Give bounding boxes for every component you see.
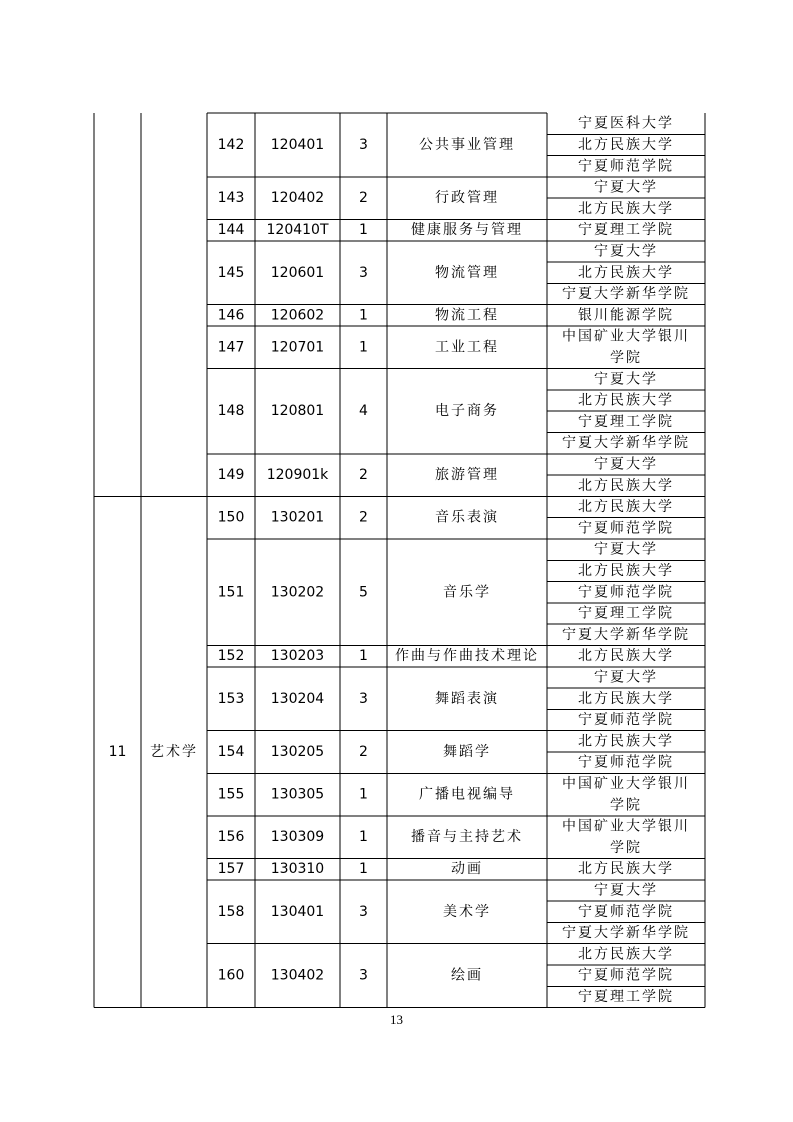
major-code: 120602	[270, 307, 325, 324]
major-name: 绘画	[451, 967, 483, 984]
major-name: 旅游管理	[435, 467, 499, 484]
row-number: 152	[217, 648, 245, 665]
major-code: 120901k	[266, 467, 329, 484]
school-name: 北方民族大学	[578, 499, 674, 516]
school-name: 宁夏大学	[594, 456, 658, 473]
major-name: 作曲与作曲技术理论	[395, 648, 539, 665]
row-number: 149	[217, 467, 245, 484]
major-name: 舞蹈学	[443, 744, 491, 760]
school-name: 宁夏大学新华学院	[562, 435, 690, 452]
school-count: 2	[359, 190, 368, 207]
school-name: 北方民族大学	[578, 136, 674, 153]
school-count: 3	[359, 903, 368, 920]
school-count: 1	[359, 339, 368, 356]
school-count: 2	[359, 467, 368, 484]
major-code: 130202	[270, 584, 325, 601]
school-count: 2	[359, 509, 368, 526]
row-number: 143	[217, 190, 245, 207]
major-code: 130305	[270, 786, 325, 803]
school-count: 5	[359, 584, 368, 601]
school-count: 1	[359, 861, 368, 878]
school-name: 北方民族大学	[578, 264, 674, 281]
school-count: 1	[359, 648, 368, 665]
school-name: 北方民族大学	[578, 733, 674, 750]
major-name: 公共事业管理	[419, 136, 515, 153]
row-number: 145	[217, 264, 245, 281]
school-count: 4	[359, 403, 368, 420]
school-count: 3	[359, 264, 368, 281]
major-code: 120402	[270, 190, 325, 207]
page-number: 13	[390, 1012, 403, 1027]
school-count: 1	[359, 307, 368, 324]
category-number: 11	[108, 744, 127, 760]
school-name: 宁夏大学	[594, 243, 658, 260]
school-name: 宁夏大学	[594, 882, 658, 899]
major-name: 播音与主持艺术	[411, 829, 523, 846]
major-name: 物流工程	[435, 307, 499, 324]
school-name: 宁夏大学	[594, 179, 658, 196]
major-code: 120801	[270, 403, 325, 420]
row-number: 150	[217, 509, 245, 526]
major-name: 音乐学	[443, 584, 491, 601]
row-number: 160	[217, 967, 245, 984]
major-code: 130204	[270, 690, 325, 707]
row-number: 151	[217, 584, 245, 601]
school-name: 北方民族大学	[578, 946, 674, 963]
major-code: 130310	[270, 861, 325, 878]
row-number: 148	[217, 403, 245, 420]
school-name: 银川能源学院	[578, 307, 674, 324]
major-code: 120410T	[266, 222, 329, 239]
school-count: 1	[359, 829, 368, 846]
school-count: 2	[359, 744, 368, 760]
school-name: 宁夏大学	[594, 541, 658, 558]
school-name: 宁夏理工学院	[578, 222, 674, 239]
major-code: 130205	[270, 744, 325, 760]
major-code: 120701	[270, 339, 325, 356]
school-name: 中国矿业大学银川学院	[562, 818, 690, 856]
school-name: 宁夏大学新华学院	[562, 626, 690, 643]
school-name: 宁夏师范学院	[578, 712, 674, 729]
school-name: 宁夏大学新华学院	[562, 925, 690, 942]
school-name: 北方民族大学	[578, 200, 674, 217]
major-name: 健康服务与管理	[411, 222, 523, 239]
row-number: 144	[217, 222, 245, 239]
school-count: 1	[359, 222, 368, 239]
row-number: 158	[217, 903, 245, 920]
school-name: 北方民族大学	[578, 477, 674, 494]
major-code: 120601	[270, 264, 325, 281]
major-name: 行政管理	[435, 190, 499, 207]
school-name: 宁夏师范学院	[578, 158, 674, 175]
row-number: 147	[217, 339, 245, 356]
school-count: 3	[359, 690, 368, 707]
major-code: 130309	[270, 829, 325, 846]
school-name: 中国矿业大学银川学院	[562, 328, 690, 366]
school-name: 北方民族大学	[578, 392, 674, 409]
major-code: 130201	[270, 509, 325, 526]
major-name: 物流管理	[435, 264, 499, 281]
major-name: 电子商务	[435, 403, 499, 420]
school-name: 中国矿业大学银川学院	[562, 775, 690, 814]
major-name: 音乐表演	[435, 509, 499, 526]
school-name: 宁夏大学新华学院	[562, 286, 690, 303]
school-name: 宁夏师范学院	[578, 903, 674, 920]
category-name: 艺术学	[150, 744, 198, 760]
school-name: 北方民族大学	[578, 690, 674, 707]
major-name: 工业工程	[435, 339, 499, 356]
school-name: 宁夏大学	[594, 669, 658, 686]
major-name: 动画	[451, 861, 483, 878]
row-number: 156	[217, 829, 245, 846]
row-number: 153	[217, 690, 245, 707]
school-count: 1	[359, 786, 368, 803]
major-code: 130203	[270, 648, 325, 665]
school-name: 宁夏师范学院	[578, 520, 674, 537]
major-code: 130402	[270, 967, 325, 984]
major-name: 舞蹈表演	[435, 690, 499, 707]
school-count: 3	[359, 967, 368, 984]
school-count: 3	[359, 136, 368, 153]
row-number: 146	[217, 307, 245, 324]
school-name: 宁夏理工学院	[578, 413, 674, 430]
school-name: 北方民族大学	[578, 648, 674, 665]
school-name: 北方民族大学	[578, 562, 674, 579]
major-name: 广播电视编导	[419, 786, 515, 803]
school-name: 宁夏医科大学	[578, 115, 674, 132]
row-number: 154	[217, 744, 245, 760]
school-name: 宁夏理工学院	[578, 988, 674, 1005]
row-number: 142	[217, 136, 245, 153]
major-name: 美术学	[443, 903, 491, 920]
school-name: 宁夏大学	[594, 371, 658, 388]
major-code: 120401	[270, 136, 325, 153]
school-name: 宁夏师范学院	[578, 754, 674, 771]
school-name: 宁夏师范学院	[578, 584, 674, 601]
major-code: 130401	[270, 903, 325, 920]
school-name: 宁夏师范学院	[578, 967, 674, 984]
school-name: 北方民族大学	[578, 861, 674, 878]
school-name: 宁夏理工学院	[578, 605, 674, 622]
row-number: 155	[217, 786, 245, 803]
row-number: 157	[217, 861, 245, 878]
